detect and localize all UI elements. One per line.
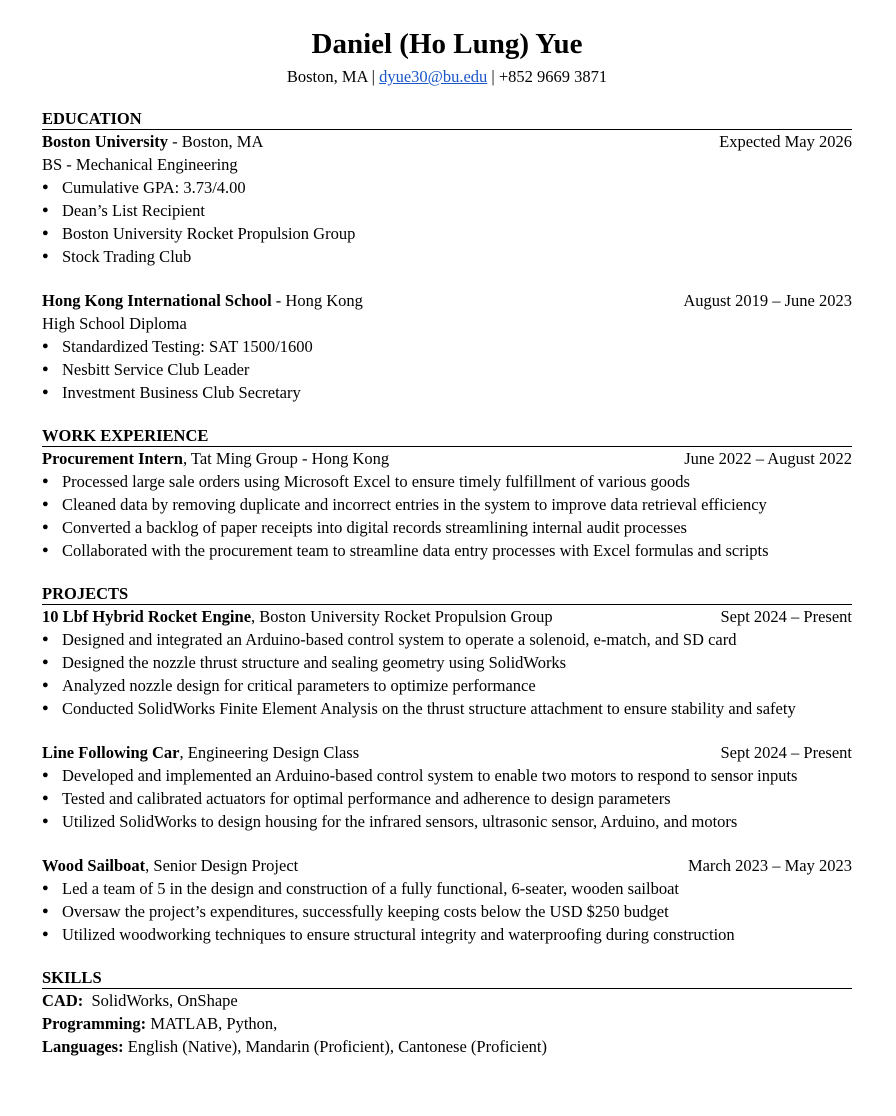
location: Boston, MA [286,67,368,86]
bullet-item: ● Processed large sale orders using Microsoft Excel to ensure timely fulfillment of various goods [42,470,852,493]
bullet-item: ● Developed and implemented an Arduino-based control system to enable two motors to respond to sensor inputs [42,764,852,787]
entry-degree: BS - Mechanical Engineering [42,155,238,174]
bullet-item: ● Converted a backlog of paper receipts into digital records streamlining internal audit processes [42,516,852,539]
bullet-item: ● Cumulative GPA: 3.73/4.00 [42,176,852,199]
section-title: WORK EXPERIENCE [42,426,852,447]
bullet-item: ● Utilized SolidWorks to design housing for the infrared sensors, ultrasonic sensor, Arduino, and motors [42,810,852,833]
section-title: PROJECTS [42,584,852,605]
bullet-item: ● Investment Business Club Secretary [42,381,852,404]
bullet-item: ● Led a team of 5 in the design and construction of a fully functional, 6-seater, wooden sailboat [42,877,852,900]
entry-context: , Boston University Rocket Propulsion Group [251,607,553,626]
entry-context: , Engineering Design Class [179,743,360,762]
contact-line [42,65,852,88]
entry-date: Expected May 2026 [719,132,852,151]
entry-location: - Boston, MA [168,132,264,151]
bullet-item: ● Analyzed nozzle design for critical parameters to optimize performance [42,674,852,697]
bullet-item: ● Conducted SolidWorks Finite Element Analysis on the thrust structure attachment to ensure stability and safety [42,697,852,720]
project-entry [42,741,852,833]
skill-label: Programming: [42,1014,147,1033]
entry-date: August 2019 – June 2023 [683,291,852,310]
bullet-item: ● Oversaw the project’s expenditures, successfully keeping costs below the USD $250 budget [42,900,852,923]
skill-label: CAD: [42,991,88,1010]
project-entry [42,605,852,720]
bullet-item: ● Standardized Testing: SAT 1500/1600 [42,335,852,358]
phone: +852 9669 3871 [498,67,608,86]
bullet-item: ● Tested and calibrated actuators for optimal performance and adherence to design parameters [42,787,852,810]
section-title: EDUCATION [42,109,852,130]
work-entry [42,447,852,562]
education-entry [42,130,852,268]
education-section [42,109,852,404]
project-entry [42,854,852,946]
bullet-item: ● Designed and integrated an Arduino-based control system to operate a solenoid, e-match, and SD card [42,628,852,651]
bullet-item: ● Dean’s List Recipient [42,199,852,222]
education-entry [42,289,852,404]
bullet-item: ● Designed the nozzle thrust structure and sealing geometry using SolidWorks [42,651,852,674]
entry-project: Line Following Car [42,743,180,762]
skill-row [42,1035,852,1058]
entry-project: 10 Lbf Hybrid Rocket Engine [42,607,252,626]
projects-section [42,584,852,946]
entry-project: Wood Sailboat [42,856,146,875]
bullet-item: ● Utilized woodworking techniques to ensure structural integrity and waterproofing during construction [42,923,852,946]
bullet-item: ● Stock Trading Club [42,245,852,268]
separator: | [487,67,499,86]
entry-context: , Senior Design Project [145,856,299,875]
entry-date: March 2023 – May 2023 [687,856,852,875]
entry-org: Boston University [42,132,169,151]
entry-company: , Tat Ming Group - Hong Kong [182,449,390,468]
entry-date: June 2022 – August 2022 [684,449,852,468]
skill-value: SolidWorks, OnShape [87,991,238,1010]
bullet-item: ● Collaborated with the procurement team to streamline data entry processes with Excel formulas and scripts [42,539,852,562]
skill-row [42,1012,852,1035]
skills-section [42,968,852,1058]
separator: | [367,67,380,86]
section-title: SKILLS [42,968,852,989]
bullet-item: ● Cleaned data by removing duplicate and incorrect entries in the system to improve data retrieval efficiency [42,493,852,516]
bullet-item: ● Boston University Rocket Propulsion Group [42,222,852,245]
skill-value: English (Native), Mandarin (Proficient), Cantonese (Proficient) [123,1037,547,1056]
entry-role: Procurement Intern [42,449,183,468]
skill-value: MATLAB, Python, [146,1014,278,1033]
resume-name: Daniel (Ho Lung) Yue [311,28,583,60]
entry-degree: High School Diploma [42,314,187,333]
work-section [42,426,852,562]
entry-date: Sept 2024 – Present [720,607,852,626]
entry-date: Sept 2024 – Present [720,743,852,762]
entry-org: Hong Kong International School [42,291,272,310]
email-link[interactable]: dyue30@bu.edu [379,67,488,86]
entry-location: - Hong Kong [271,291,363,310]
skill-row [42,989,852,1012]
skill-label: Languages: [42,1037,124,1056]
bullet-item: ● Nesbitt Service Club Leader [42,358,852,381]
